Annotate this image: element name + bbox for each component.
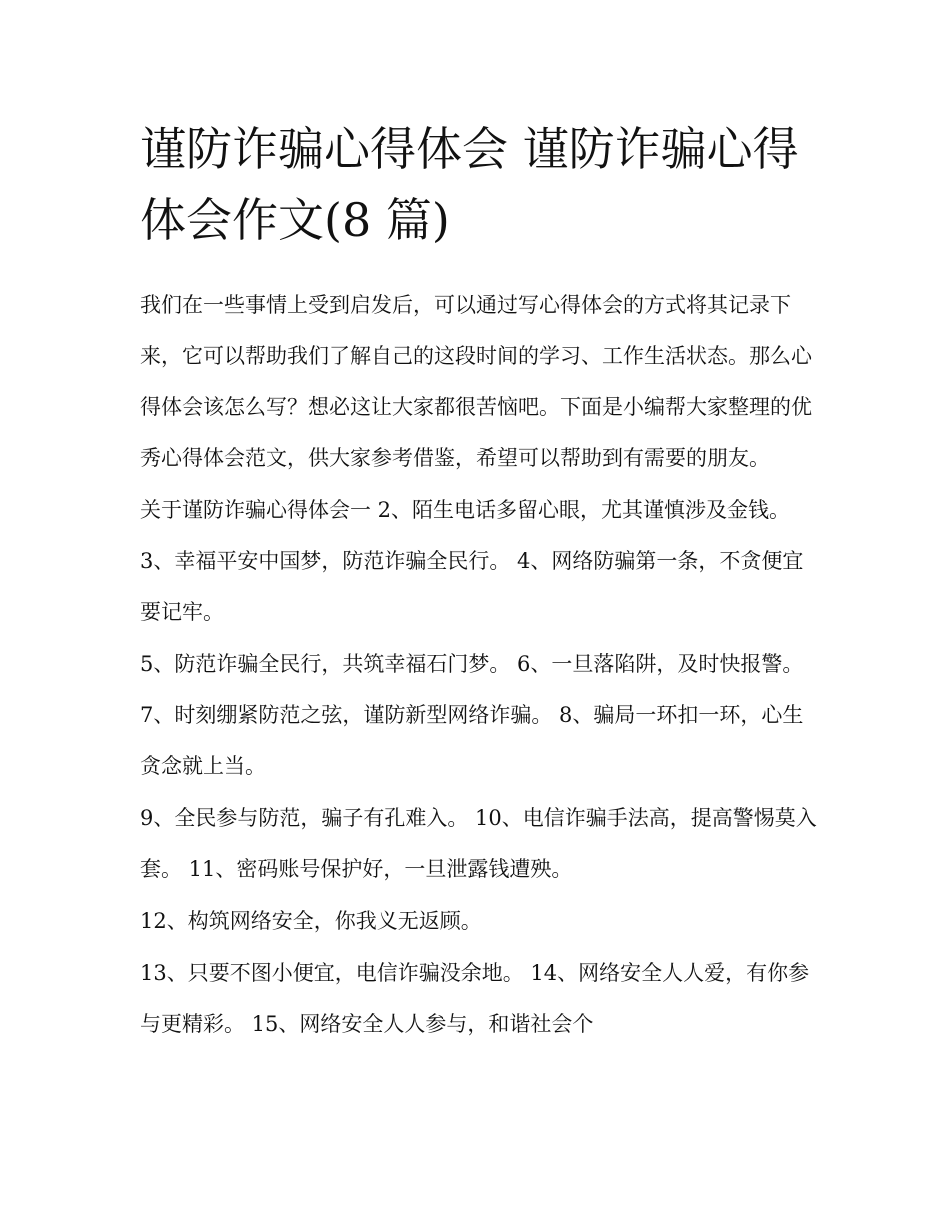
document-title: 谨防诈骗心得体会 谨防诈骗心得体会作文(8 篇) — [140, 122, 799, 247]
paragraph-item-1: 关于谨防诈骗心得体会一 2、陌生电话多留心眼，尤其谨慎涉及金钱。 3、幸福平安中国梦，防范诈骗全民行。 4、网络防骗第一条，不贪便宜要记牢。 — [140, 498, 804, 624]
paragraph-item-5: 13、只要不图小便宜，电信诈骗没余地。 14、网络安全人人爱，有你参与更精彩。 15、网络安全人人参与，和谐社会个 — [140, 961, 810, 1036]
paragraph-intro: 我们在一些事情上受到启发后，可以通过写心得体会的方式将其记录下来，它可以帮助我们了解自己的这段时间的学习、工作生活状态。那么心得体会该怎么写？想必这让大家都很苦恼吧。下面是小编帮大家整理的优秀心得体会范文，供大家参考借鉴，希望可以帮助到有需要的朋友。 — [140, 293, 812, 470]
paragraph-item-3: 9、全民参与防范，骗子有孔难入。 10、电信诈骗手法高，提高警惕莫入套。 11、密码账号保护好，一旦泄露钱遭殃。 — [140, 806, 817, 881]
paragraph-item-2: 5、防范诈骗全民行，共筑幸福石门梦。 6、一旦落陷阱，及时快报警。 7、时刻绷紧防范之弦，谨防新型网络诈骗。 8、骗局一环扣一环，心生贪念就上当。 — [140, 652, 804, 778]
document-body — [140, 280, 820, 1051]
paragraph-item-4: 12、构筑网络安全，你我义无返顾。 — [140, 909, 482, 933]
